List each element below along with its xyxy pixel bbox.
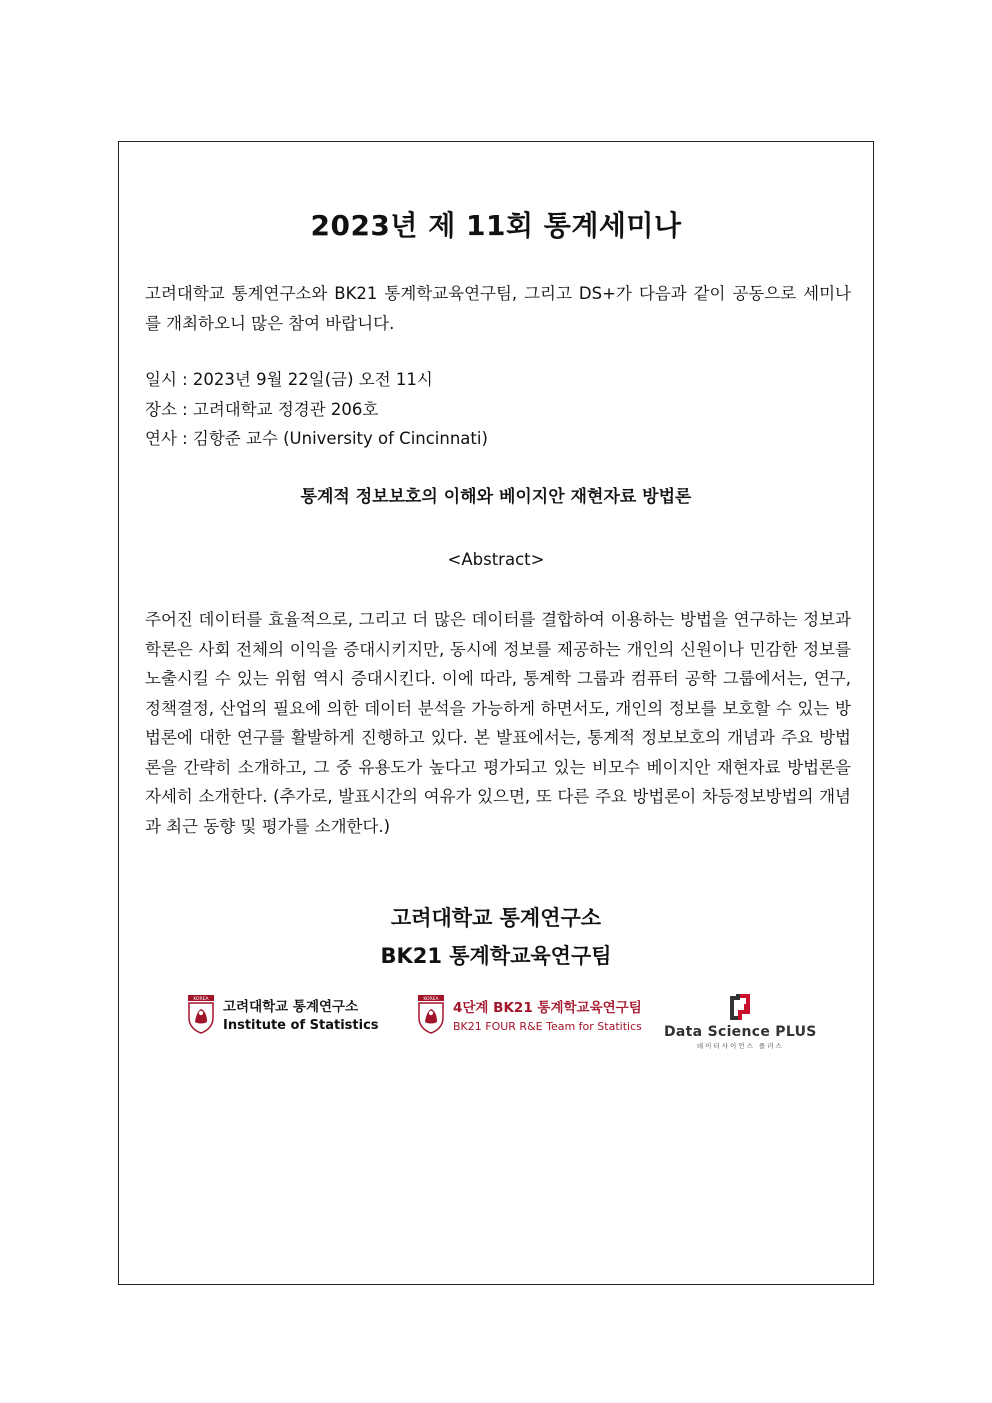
seminar-info [145, 365, 488, 454]
svg-text:KOREA: KOREA [193, 997, 209, 1002]
abstract-heading: <Abstract> [447, 550, 545, 569]
organizer-institute: 고려대학교 통계연구소 [390, 906, 602, 930]
korea-univ-shield-icon [187, 994, 215, 1034]
data-science-plus-logo [664, 992, 817, 1050]
korea-univ-shield-icon [417, 994, 445, 1034]
institute-logo [187, 994, 379, 1034]
date-line: 일시 : 2023년 9월 22일(금) 오전 11시 [145, 370, 433, 389]
institute-name-ko: 고려대학교 통계연구소 [223, 999, 359, 1015]
data-science-plus-mark-icon [722, 992, 758, 1022]
svg-text:KOREA: KOREA [423, 997, 439, 1002]
bk21-logo [417, 994, 642, 1034]
abstract-text: 주어진 데이터를 효율적으로, 그리고 더 많은 데이터를 결합하여 이용하는 방법을 연구하는 정보과학론은 사회 전체의 이익을 증대시키지만, 동시에 정보를 제공하는 개인의 신원이나 민감한 정보를 노출시킬 수 있는 위험 역시 증대시킨다. 이에 따라, 통계학 그룹과 컴퓨터 공학 그룹에서는, 연구, 정책결정, 산업의 필요에 의한 데이터 분석을 가능하게 하면서도, 개인의 정보를 보호할 수 있는 방법론에 대한 연구를 활발하게 진행하고 있다. 본 발표에서는, 통계적 정보보호의 개념과 주요 방법론을 간략히 소개하고, 그 중 유용도가 높다고 평가되고 있는 비모수 베이지안 재현자료 방법론을 자세히 소개한다. (추가로, 발표시간의 여유가 있으면, 또 다른 주요 방법론이 차등정보방법의 개념과 최근 동향 및 평가를 소개한다.) [145, 610, 851, 836]
ds-subtitle: 데이터사이언스 플러스 [696, 1042, 784, 1050]
place-line: 장소 : 고려대학교 정경관 206호 [145, 399, 379, 419]
poster-frame [118, 141, 874, 1285]
talk-title: 통계적 정보보호의 이해와 베이지안 재현자료 방법론 [300, 487, 692, 507]
ds-name: Data Science PLUS [664, 1024, 817, 1040]
bk21-name-en: BK21 FOUR R&E Team for Statitics [453, 1019, 642, 1033]
page-title: 2023년 제 11회 통계세미나 [310, 209, 682, 242]
speaker-line: 연사 : 김항준 교수 (University of Cincinnati) [145, 429, 488, 448]
bk21-name-ko: 4단계 BK21 통계학교육연구팀 [453, 999, 642, 1016]
institute-name-en: Institute of Statistics [223, 1018, 379, 1033]
intro-paragraph: 고려대학교 통계연구소와 BK21 통계학교육연구팀, 그리고 DS+가 다음과 같이 공동으로 세미나를 개최하오니 많은 참여 바랍니다. [145, 284, 851, 333]
logo-strip [119, 992, 873, 1052]
organizer-bk21: BK21 통계학교육연구팀 [380, 944, 612, 968]
